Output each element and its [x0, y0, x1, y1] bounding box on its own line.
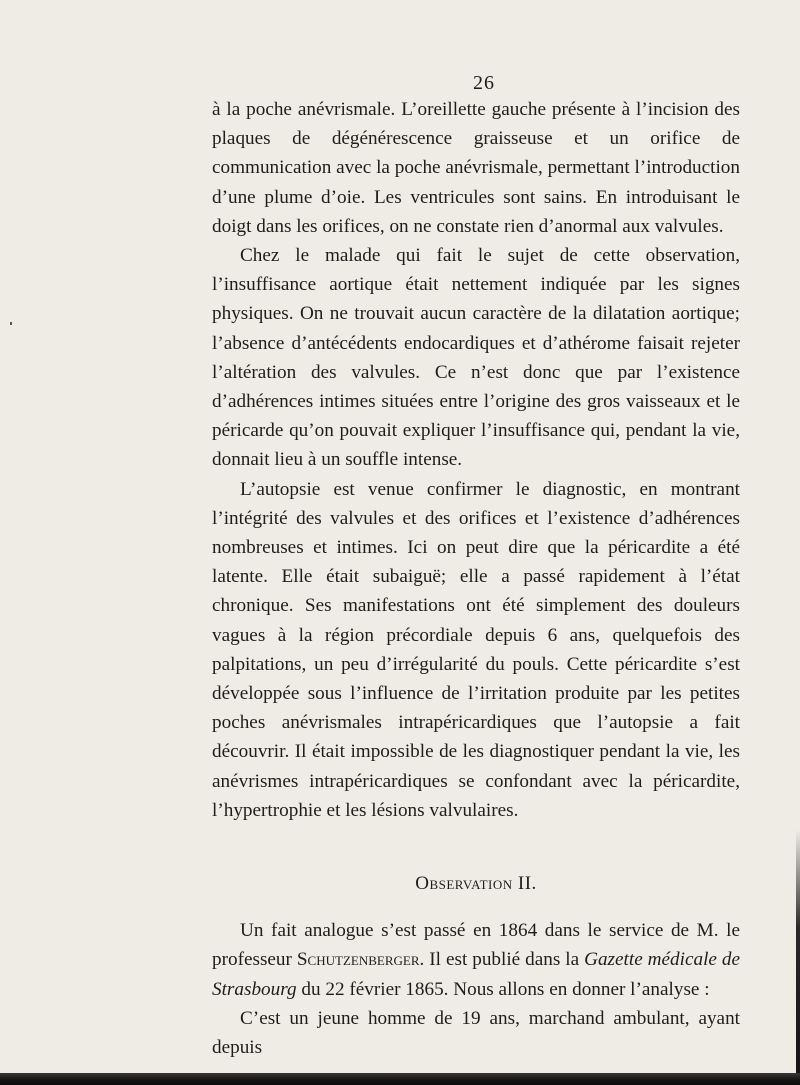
paper-speck [10, 322, 12, 325]
paragraph [212, 916, 740, 1004]
paragraph: à la poche anévrismale. L’oreillette gauche présente à l’incision des plaques de dégénérescence graisseuse et un orifice de communication avec la poche anévrismale, permettant l’introduction d’une plume d’oie. Les ventricules sont sains. En introduisant le doigt dans les orifices, on ne constate rien d’anormal aux valvules. [212, 99, 740, 237]
section-heading: Observation II. [415, 873, 537, 895]
paragraph: C’est un jeune homme de 19 ans, marchand ambulant, ayant depuis [212, 1007, 740, 1059]
paragraph: Chez le malade qui fait le sujet de cette observation, l’insuffisance aortique était nettement indiquée par les signes physiques. On ne trouvait aucun caractère de la dilatation aortique; l’absence d’antécédents endocardiques et d’athérome faisait rejeter l’altération des valvules. Ce n’est donc que par l’existence d’adhérences intimes situées entre l’origine des gros vaisseaux et le péricarde qu’on pouvait expliquer l’insuffisance qui, pendant la vie, donnait lieu à un souffle intense. [212, 245, 740, 471]
journal-title: Gazette médicale de Strasbourg [212, 949, 741, 1000]
body-text [212, 95, 740, 1062]
paragraph-text: Un fait analogue s’est passé en 1864 dans le service de M. le professeur [212, 920, 740, 971]
paragraph: L’autopsie est venue confirmer le diagnostic, en montrant l’intégrité des valvules et des orifices et l’existence d’adhérences nombreuses et intimes. Ici on peut dire que la péricardite a été latente. Elle était subaiguë; elle a passé rapidement à l’état chronique. Ses manifestations ont été simplement des douleurs vagues à la région précordiale depuis 6 ans, quelquefois des palpitations, un peu d’irrégularité du pouls. Cette péricardite s’est développée sous l’influence de l’irritation produite par les petites poches anévrismales intrapéricardiques que l’autopsie a fait découvrir. Il était impossible de les diagnostiquer pendant la vie, les anévrismes intrapéricardiques se confondant avec la péricardite, l’hypertrophie et les lésions valvulaires. [212, 478, 740, 821]
page-number: 26 [473, 72, 495, 94]
paragraph-text: du 22 février 1865. Nous allons en donner l’analyse : [296, 978, 710, 1000]
paragraph-text: . Il est publié dans la [419, 949, 585, 971]
scan-bottom-edge [0, 1073, 800, 1085]
page-edge-shadow [796, 830, 800, 1075]
author-name: Schutzenberger [296, 949, 420, 971]
